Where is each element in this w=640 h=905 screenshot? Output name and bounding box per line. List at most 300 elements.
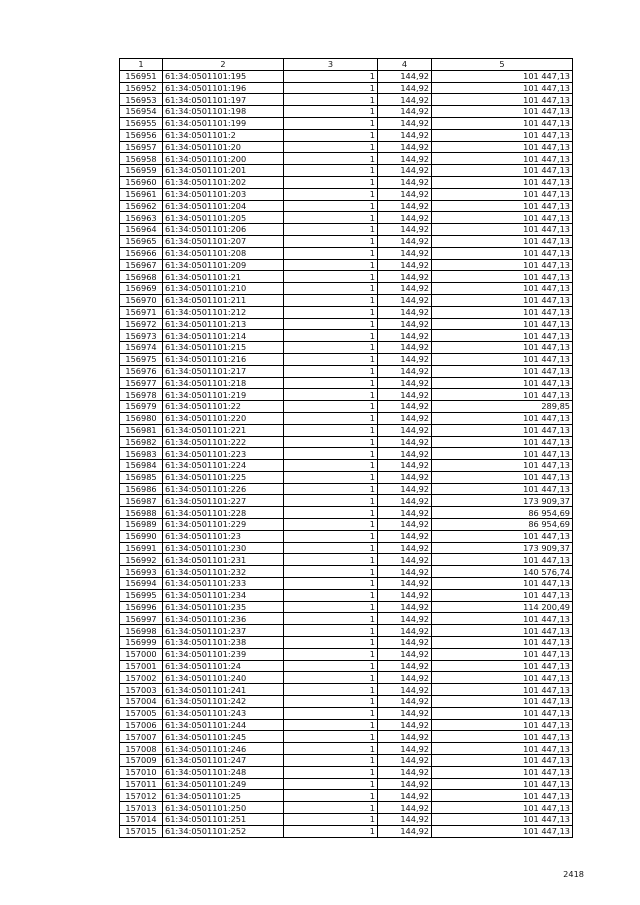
quantity-cell: 1 bbox=[284, 424, 378, 436]
row-number-cell: 156984 bbox=[120, 460, 163, 472]
cadastral-number-cell: 61:34:0501101:219 bbox=[163, 389, 284, 401]
value-cell: 101 447,13 bbox=[432, 306, 573, 318]
quantity-cell: 1 bbox=[284, 294, 378, 306]
table-row bbox=[120, 448, 573, 460]
value-cell: 173 909,37 bbox=[432, 542, 573, 554]
value-cell: 101 447,13 bbox=[432, 648, 573, 660]
table-row bbox=[120, 271, 573, 283]
value-cell: 101 447,13 bbox=[432, 224, 573, 236]
cadastral-number-cell: 61:34:0501101:201 bbox=[163, 165, 284, 177]
cadastral-number-cell: 61:34:0501101:225 bbox=[163, 471, 284, 483]
area-cell: 144,92 bbox=[378, 165, 432, 177]
table-row bbox=[120, 212, 573, 224]
row-number-cell: 157000 bbox=[120, 648, 163, 660]
area-cell: 144,92 bbox=[378, 283, 432, 295]
area-cell: 144,92 bbox=[378, 814, 432, 826]
row-number-cell: 156990 bbox=[120, 530, 163, 542]
row-number-cell: 156996 bbox=[120, 601, 163, 613]
row-number-cell: 157002 bbox=[120, 672, 163, 684]
cadastral-number-cell: 61:34:0501101:23 bbox=[163, 530, 284, 542]
value-cell: 101 447,13 bbox=[432, 365, 573, 377]
table-row bbox=[120, 106, 573, 118]
table-row bbox=[120, 306, 573, 318]
row-number-cell: 157008 bbox=[120, 743, 163, 755]
table-row bbox=[120, 471, 573, 483]
table-row bbox=[120, 519, 573, 531]
value-cell: 101 447,13 bbox=[432, 318, 573, 330]
row-number-cell: 156976 bbox=[120, 365, 163, 377]
row-number-cell: 156962 bbox=[120, 200, 163, 212]
quantity-cell: 1 bbox=[284, 141, 378, 153]
cadastral-number-cell: 61:34:0501101:251 bbox=[163, 814, 284, 826]
quantity-cell: 1 bbox=[284, 377, 378, 389]
area-cell: 144,92 bbox=[378, 589, 432, 601]
value-cell: 101 447,13 bbox=[432, 82, 573, 94]
row-number-cell: 157013 bbox=[120, 802, 163, 814]
area-cell: 144,92 bbox=[378, 259, 432, 271]
value-cell: 101 447,13 bbox=[432, 200, 573, 212]
cadastral-number-cell: 61:34:0501101:204 bbox=[163, 200, 284, 212]
area-cell: 144,92 bbox=[378, 578, 432, 590]
area-cell: 144,92 bbox=[378, 530, 432, 542]
cadastral-number-cell: 61:34:0501101:212 bbox=[163, 306, 284, 318]
area-cell: 144,92 bbox=[378, 613, 432, 625]
row-number-cell: 156989 bbox=[120, 519, 163, 531]
cadastral-number-cell: 61:34:0501101:213 bbox=[163, 318, 284, 330]
value-cell: 101 447,13 bbox=[432, 330, 573, 342]
area-cell: 144,92 bbox=[378, 802, 432, 814]
area-cell: 144,92 bbox=[378, 412, 432, 424]
row-number-cell: 157012 bbox=[120, 790, 163, 802]
quantity-cell: 1 bbox=[284, 389, 378, 401]
area-cell: 144,92 bbox=[378, 353, 432, 365]
value-cell: 101 447,13 bbox=[432, 790, 573, 802]
row-number-cell: 156980 bbox=[120, 412, 163, 424]
area-cell: 144,92 bbox=[378, 707, 432, 719]
quantity-cell: 1 bbox=[284, 814, 378, 826]
area-cell: 144,92 bbox=[378, 401, 432, 413]
value-cell: 101 447,13 bbox=[432, 471, 573, 483]
quantity-cell: 1 bbox=[284, 483, 378, 495]
area-cell: 144,92 bbox=[378, 129, 432, 141]
quantity-cell: 1 bbox=[284, 530, 378, 542]
quantity-cell: 1 bbox=[284, 648, 378, 660]
area-cell: 144,92 bbox=[378, 141, 432, 153]
quantity-cell: 1 bbox=[284, 825, 378, 837]
quantity-cell: 1 bbox=[284, 802, 378, 814]
quantity-cell: 1 bbox=[284, 365, 378, 377]
row-number-cell: 156995 bbox=[120, 589, 163, 601]
row-number-cell: 156970 bbox=[120, 294, 163, 306]
row-number-cell: 156978 bbox=[120, 389, 163, 401]
table-row bbox=[120, 377, 573, 389]
value-cell: 101 447,13 bbox=[432, 554, 573, 566]
quantity-cell: 1 bbox=[284, 707, 378, 719]
cadastral-number-cell: 61:34:0501101:226 bbox=[163, 483, 284, 495]
value-cell: 101 447,13 bbox=[432, 483, 573, 495]
table-row bbox=[120, 696, 573, 708]
value-cell: 101 447,13 bbox=[432, 129, 573, 141]
row-number-cell: 156992 bbox=[120, 554, 163, 566]
table-row bbox=[120, 129, 573, 141]
row-number-cell: 156975 bbox=[120, 353, 163, 365]
value-cell: 101 447,13 bbox=[432, 637, 573, 649]
quantity-cell: 1 bbox=[284, 117, 378, 129]
table-row bbox=[120, 825, 573, 837]
area-cell: 144,92 bbox=[378, 342, 432, 354]
area-cell: 144,92 bbox=[378, 766, 432, 778]
table-row bbox=[120, 247, 573, 259]
quantity-cell: 1 bbox=[284, 719, 378, 731]
value-cell: 101 447,13 bbox=[432, 271, 573, 283]
table-row bbox=[120, 294, 573, 306]
table-row bbox=[120, 94, 573, 106]
table-row bbox=[120, 719, 573, 731]
area-cell: 144,92 bbox=[378, 294, 432, 306]
row-number-cell: 157004 bbox=[120, 696, 163, 708]
quantity-cell: 1 bbox=[284, 601, 378, 613]
area-cell: 144,92 bbox=[378, 601, 432, 613]
cadastral-number-cell: 61:34:0501101:203 bbox=[163, 188, 284, 200]
table-row bbox=[120, 507, 573, 519]
quantity-cell: 1 bbox=[284, 660, 378, 672]
value-cell: 101 447,13 bbox=[432, 212, 573, 224]
area-cell: 144,92 bbox=[378, 625, 432, 637]
quantity-cell: 1 bbox=[284, 165, 378, 177]
row-number-cell: 156982 bbox=[120, 436, 163, 448]
quantity-cell: 1 bbox=[284, 106, 378, 118]
value-cell: 101 447,13 bbox=[432, 424, 573, 436]
column-header-1: 1 bbox=[120, 59, 163, 71]
cadastral-number-cell: 61:34:0501101:221 bbox=[163, 424, 284, 436]
quantity-cell: 1 bbox=[284, 94, 378, 106]
quantity-cell: 1 bbox=[284, 507, 378, 519]
area-cell: 144,92 bbox=[378, 389, 432, 401]
cadastral-number-cell: 61:34:0501101:235 bbox=[163, 601, 284, 613]
row-number-cell: 156998 bbox=[120, 625, 163, 637]
area-cell: 144,92 bbox=[378, 684, 432, 696]
table-row bbox=[120, 814, 573, 826]
cadastral-number-cell: 61:34:0501101:215 bbox=[163, 342, 284, 354]
area-cell: 144,92 bbox=[378, 719, 432, 731]
value-cell: 101 447,13 bbox=[432, 188, 573, 200]
area-cell: 144,92 bbox=[378, 731, 432, 743]
cadastral-number-cell: 61:34:0501101:207 bbox=[163, 235, 284, 247]
row-number-cell: 156972 bbox=[120, 318, 163, 330]
table-row bbox=[120, 70, 573, 82]
value-cell: 101 447,13 bbox=[432, 412, 573, 424]
row-number-cell: 156974 bbox=[120, 342, 163, 354]
cadastral-number-cell: 61:34:0501101:224 bbox=[163, 460, 284, 472]
area-cell: 144,92 bbox=[378, 448, 432, 460]
table-row bbox=[120, 330, 573, 342]
cadastral-number-cell: 61:34:0501101:222 bbox=[163, 436, 284, 448]
row-number-cell: 156956 bbox=[120, 129, 163, 141]
value-cell: 114 200,49 bbox=[432, 601, 573, 613]
table-row bbox=[120, 778, 573, 790]
row-number-cell: 156965 bbox=[120, 235, 163, 247]
quantity-cell: 1 bbox=[284, 70, 378, 82]
table-row bbox=[120, 412, 573, 424]
cadastral-number-cell: 61:34:0501101:22 bbox=[163, 401, 284, 413]
table-row bbox=[120, 530, 573, 542]
cadastral-number-cell: 61:34:0501101:196 bbox=[163, 82, 284, 94]
table-row bbox=[120, 802, 573, 814]
cadastral-number-cell: 61:34:0501101:244 bbox=[163, 719, 284, 731]
cadastral-number-cell: 61:34:0501101:199 bbox=[163, 117, 284, 129]
value-cell: 101 447,13 bbox=[432, 766, 573, 778]
table-row bbox=[120, 141, 573, 153]
value-cell: 289,85 bbox=[432, 401, 573, 413]
registry-table bbox=[119, 58, 573, 838]
value-cell: 101 447,13 bbox=[432, 660, 573, 672]
cadastral-number-cell: 61:34:0501101:208 bbox=[163, 247, 284, 259]
value-cell: 101 447,13 bbox=[432, 578, 573, 590]
area-cell: 144,92 bbox=[378, 117, 432, 129]
cadastral-number-cell: 61:34:0501101:246 bbox=[163, 743, 284, 755]
area-cell: 144,92 bbox=[378, 483, 432, 495]
area-cell: 144,92 bbox=[378, 696, 432, 708]
row-number-cell: 156977 bbox=[120, 377, 163, 389]
quantity-cell: 1 bbox=[284, 696, 378, 708]
area-cell: 144,92 bbox=[378, 743, 432, 755]
area-cell: 144,92 bbox=[378, 542, 432, 554]
area-cell: 144,92 bbox=[378, 519, 432, 531]
value-cell: 101 447,13 bbox=[432, 235, 573, 247]
table-row bbox=[120, 200, 573, 212]
value-cell: 101 447,13 bbox=[432, 247, 573, 259]
row-number-cell: 156957 bbox=[120, 141, 163, 153]
value-cell: 101 447,13 bbox=[432, 389, 573, 401]
table-body bbox=[120, 70, 573, 837]
table-row bbox=[120, 483, 573, 495]
cadastral-number-cell: 61:34:0501101:209 bbox=[163, 259, 284, 271]
cadastral-number-cell: 61:34:0501101:2 bbox=[163, 129, 284, 141]
area-cell: 144,92 bbox=[378, 471, 432, 483]
area-cell: 144,92 bbox=[378, 495, 432, 507]
value-cell: 101 447,13 bbox=[432, 814, 573, 826]
value-cell: 101 447,13 bbox=[432, 530, 573, 542]
row-number-cell: 157007 bbox=[120, 731, 163, 743]
area-cell: 144,92 bbox=[378, 106, 432, 118]
quantity-cell: 1 bbox=[284, 731, 378, 743]
table-row bbox=[120, 153, 573, 165]
table-row bbox=[120, 436, 573, 448]
quantity-cell: 1 bbox=[284, 129, 378, 141]
row-number-cell: 156966 bbox=[120, 247, 163, 259]
row-number-cell: 157014 bbox=[120, 814, 163, 826]
quantity-cell: 1 bbox=[284, 200, 378, 212]
table-row bbox=[120, 660, 573, 672]
table-row bbox=[120, 672, 573, 684]
value-cell: 101 447,13 bbox=[432, 117, 573, 129]
table-row bbox=[120, 766, 573, 778]
area-cell: 144,92 bbox=[378, 660, 432, 672]
row-number-cell: 156953 bbox=[120, 94, 163, 106]
quantity-cell: 1 bbox=[284, 330, 378, 342]
row-number-cell: 156988 bbox=[120, 507, 163, 519]
registry-sheet bbox=[119, 58, 572, 838]
table-row bbox=[120, 790, 573, 802]
value-cell: 101 447,13 bbox=[432, 283, 573, 295]
value-cell: 101 447,13 bbox=[432, 743, 573, 755]
row-number-cell: 156985 bbox=[120, 471, 163, 483]
value-cell: 101 447,13 bbox=[432, 802, 573, 814]
value-cell: 101 447,13 bbox=[432, 436, 573, 448]
value-cell: 101 447,13 bbox=[432, 778, 573, 790]
table-row bbox=[120, 460, 573, 472]
area-cell: 144,92 bbox=[378, 377, 432, 389]
area-cell: 144,92 bbox=[378, 825, 432, 837]
quantity-cell: 1 bbox=[284, 778, 378, 790]
value-cell: 101 447,13 bbox=[432, 165, 573, 177]
table-row bbox=[120, 637, 573, 649]
header-row bbox=[120, 59, 573, 71]
area-cell: 144,92 bbox=[378, 247, 432, 259]
cadastral-number-cell: 61:34:0501101:237 bbox=[163, 625, 284, 637]
cadastral-number-cell: 61:34:0501101:195 bbox=[163, 70, 284, 82]
cadastral-number-cell: 61:34:0501101:216 bbox=[163, 353, 284, 365]
value-cell: 101 447,13 bbox=[432, 719, 573, 731]
quantity-cell: 1 bbox=[284, 637, 378, 649]
value-cell: 101 447,13 bbox=[432, 141, 573, 153]
table-row bbox=[120, 589, 573, 601]
row-number-cell: 156958 bbox=[120, 153, 163, 165]
cadastral-number-cell: 61:34:0501101:202 bbox=[163, 176, 284, 188]
table-row bbox=[120, 542, 573, 554]
cadastral-number-cell: 61:34:0501101:210 bbox=[163, 283, 284, 295]
table-row bbox=[120, 566, 573, 578]
cadastral-number-cell: 61:34:0501101:233 bbox=[163, 578, 284, 590]
value-cell: 101 447,13 bbox=[432, 342, 573, 354]
page-number: 2418 bbox=[563, 869, 584, 879]
cadastral-number-cell: 61:34:0501101:227 bbox=[163, 495, 284, 507]
area-cell: 144,92 bbox=[378, 70, 432, 82]
area-cell: 144,92 bbox=[378, 188, 432, 200]
quantity-cell: 1 bbox=[284, 460, 378, 472]
area-cell: 144,92 bbox=[378, 176, 432, 188]
row-number-cell: 156964 bbox=[120, 224, 163, 236]
quantity-cell: 1 bbox=[284, 235, 378, 247]
row-number-cell: 156963 bbox=[120, 212, 163, 224]
value-cell: 101 447,13 bbox=[432, 825, 573, 837]
row-number-cell: 156986 bbox=[120, 483, 163, 495]
cadastral-number-cell: 61:34:0501101:231 bbox=[163, 554, 284, 566]
area-cell: 144,92 bbox=[378, 153, 432, 165]
row-number-cell: 156987 bbox=[120, 495, 163, 507]
quantity-cell: 1 bbox=[284, 542, 378, 554]
area-cell: 144,92 bbox=[378, 424, 432, 436]
row-number-cell: 156973 bbox=[120, 330, 163, 342]
table-row bbox=[120, 283, 573, 295]
quantity-cell: 1 bbox=[284, 613, 378, 625]
cadastral-number-cell: 61:34:0501101:236 bbox=[163, 613, 284, 625]
row-number-cell: 157003 bbox=[120, 684, 163, 696]
quantity-cell: 1 bbox=[284, 188, 378, 200]
value-cell: 101 447,13 bbox=[432, 94, 573, 106]
row-number-cell: 156994 bbox=[120, 578, 163, 590]
area-cell: 144,92 bbox=[378, 235, 432, 247]
value-cell: 101 447,13 bbox=[432, 294, 573, 306]
cadastral-number-cell: 61:34:0501101:21 bbox=[163, 271, 284, 283]
row-number-cell: 156960 bbox=[120, 176, 163, 188]
value-cell: 101 447,13 bbox=[432, 353, 573, 365]
cadastral-number-cell: 61:34:0501101:223 bbox=[163, 448, 284, 460]
row-number-cell: 156993 bbox=[120, 566, 163, 578]
table-row bbox=[120, 731, 573, 743]
value-cell: 101 447,13 bbox=[432, 377, 573, 389]
table-row bbox=[120, 318, 573, 330]
table-row bbox=[120, 401, 573, 413]
column-header-5: 5 bbox=[432, 59, 573, 71]
quantity-cell: 1 bbox=[284, 342, 378, 354]
table-row bbox=[120, 648, 573, 660]
quantity-cell: 1 bbox=[284, 554, 378, 566]
area-cell: 144,92 bbox=[378, 82, 432, 94]
cadastral-number-cell: 61:34:0501101:20 bbox=[163, 141, 284, 153]
quantity-cell: 1 bbox=[284, 401, 378, 413]
table-row bbox=[120, 625, 573, 637]
row-number-cell: 157005 bbox=[120, 707, 163, 719]
area-cell: 144,92 bbox=[378, 637, 432, 649]
value-cell: 173 909,37 bbox=[432, 495, 573, 507]
value-cell: 86 954,69 bbox=[432, 507, 573, 519]
row-number-cell: 156968 bbox=[120, 271, 163, 283]
value-cell: 101 447,13 bbox=[432, 153, 573, 165]
quantity-cell: 1 bbox=[284, 755, 378, 767]
cadastral-number-cell: 61:34:0501101:211 bbox=[163, 294, 284, 306]
table-row bbox=[120, 365, 573, 377]
row-number-cell: 157009 bbox=[120, 755, 163, 767]
cadastral-number-cell: 61:34:0501101:198 bbox=[163, 106, 284, 118]
row-number-cell: 156961 bbox=[120, 188, 163, 200]
quantity-cell: 1 bbox=[284, 153, 378, 165]
cadastral-number-cell: 61:34:0501101:206 bbox=[163, 224, 284, 236]
quantity-cell: 1 bbox=[284, 224, 378, 236]
area-cell: 144,92 bbox=[378, 365, 432, 377]
row-number-cell: 156983 bbox=[120, 448, 163, 460]
quantity-cell: 1 bbox=[284, 412, 378, 424]
cadastral-number-cell: 61:34:0501101:228 bbox=[163, 507, 284, 519]
table-row bbox=[120, 389, 573, 401]
table-row bbox=[120, 342, 573, 354]
column-header-2: 2 bbox=[163, 59, 284, 71]
area-cell: 144,92 bbox=[378, 318, 432, 330]
row-number-cell: 157010 bbox=[120, 766, 163, 778]
cadastral-number-cell: 61:34:0501101:218 bbox=[163, 377, 284, 389]
row-number-cell: 156954 bbox=[120, 106, 163, 118]
cadastral-number-cell: 61:34:0501101:214 bbox=[163, 330, 284, 342]
value-cell: 101 447,13 bbox=[432, 176, 573, 188]
table-row bbox=[120, 554, 573, 566]
quantity-cell: 1 bbox=[284, 672, 378, 684]
cadastral-number-cell: 61:34:0501101:197 bbox=[163, 94, 284, 106]
quantity-cell: 1 bbox=[284, 766, 378, 778]
value-cell: 101 447,13 bbox=[432, 460, 573, 472]
quantity-cell: 1 bbox=[284, 743, 378, 755]
cadastral-number-cell: 61:34:0501101:234 bbox=[163, 589, 284, 601]
cadastral-number-cell: 61:34:0501101:248 bbox=[163, 766, 284, 778]
quantity-cell: 1 bbox=[284, 271, 378, 283]
value-cell: 101 447,13 bbox=[432, 696, 573, 708]
row-number-cell: 156955 bbox=[120, 117, 163, 129]
cadastral-number-cell: 61:34:0501101:249 bbox=[163, 778, 284, 790]
quantity-cell: 1 bbox=[284, 82, 378, 94]
area-cell: 144,92 bbox=[378, 306, 432, 318]
row-number-cell: 156997 bbox=[120, 613, 163, 625]
table-row bbox=[120, 707, 573, 719]
table-header bbox=[120, 59, 573, 71]
